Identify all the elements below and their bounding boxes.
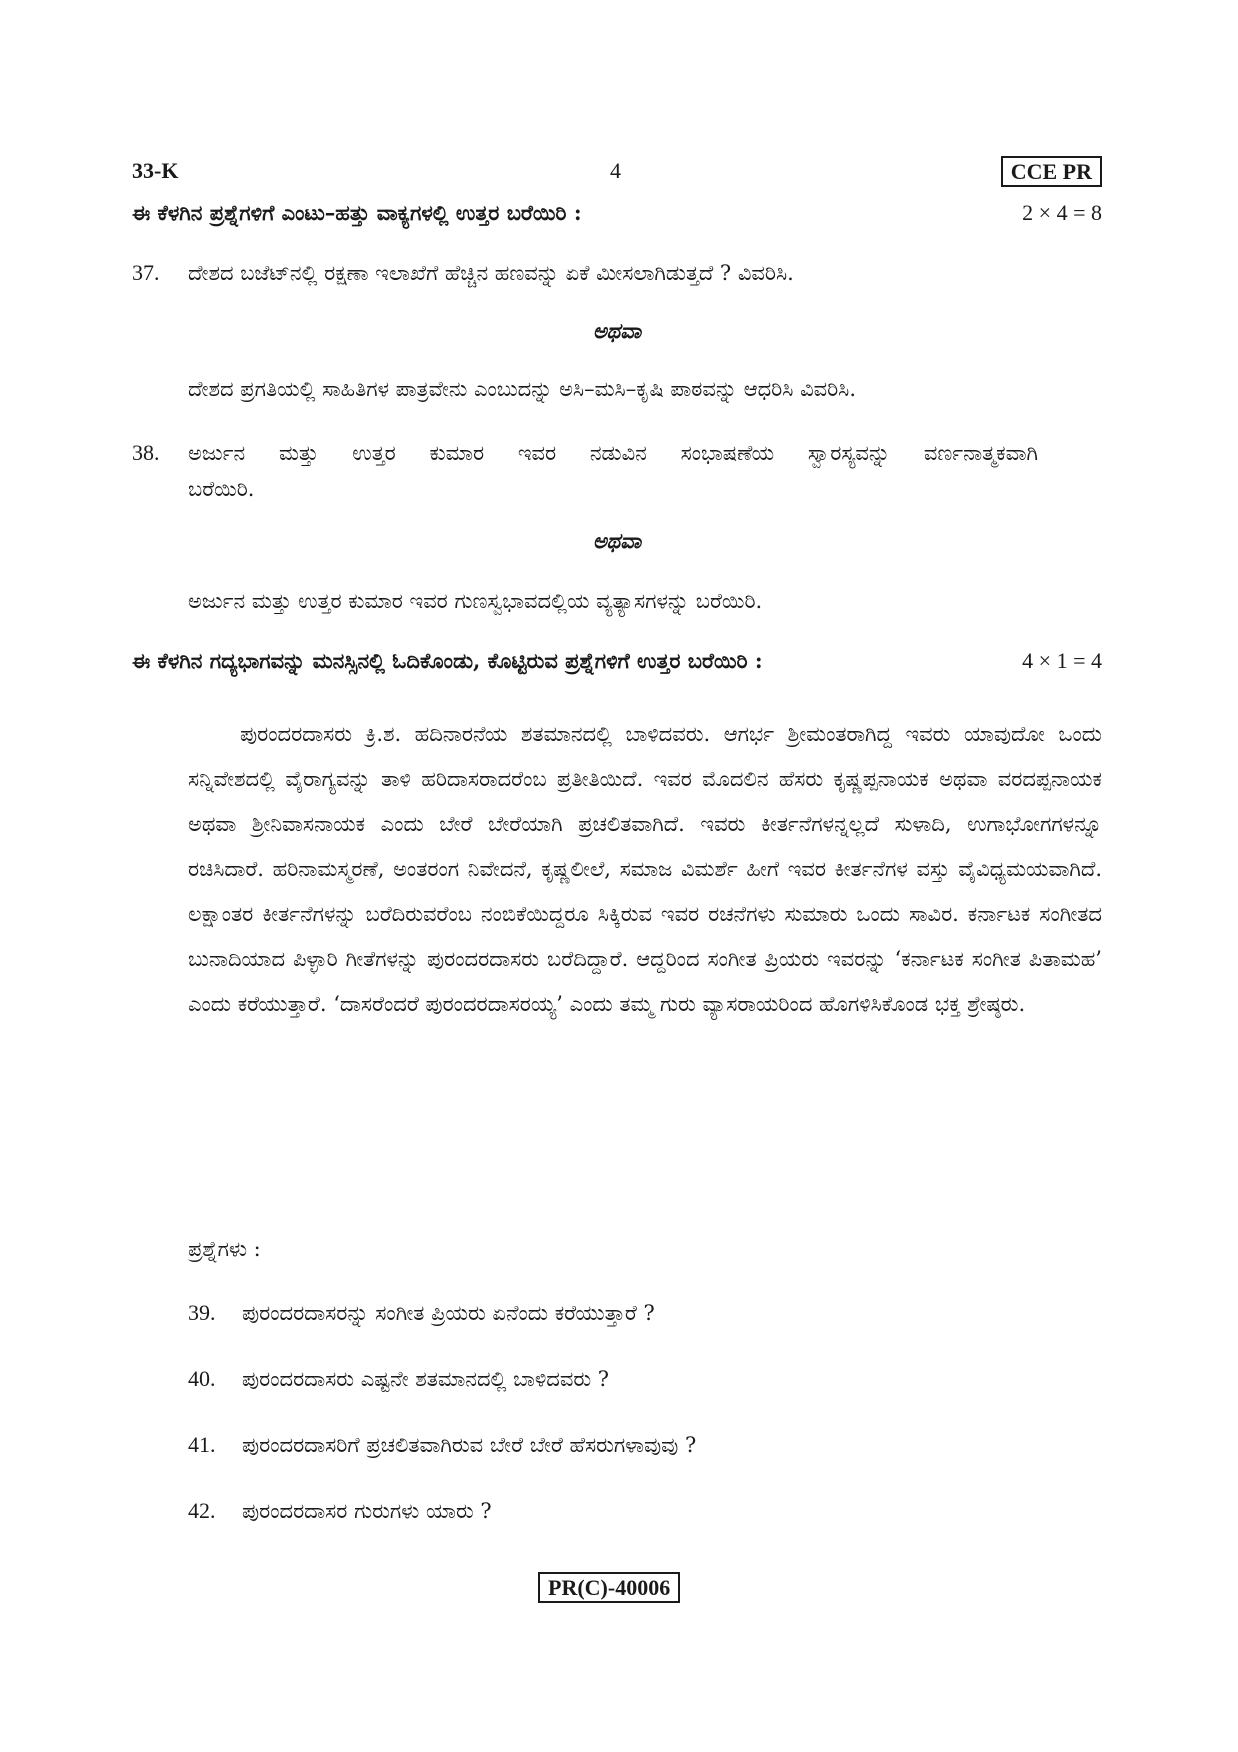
section2-instruction: ಈ ಕೆಳಗಿನ ಗದ್ಯಭಾಗವನ್ನು ಮನಸ್ಸಿನಲ್ಲಿ ಓದಿಕೊಂಡು, ಕೊಟ್ಟಿರುವ ಪ್ರಶ್ನೆಗಳಿಗೆ ಉತ್ತರ ಬರೆಯಿರಿ : — [132, 648, 763, 673]
question-text-line1: ಅರ್ಜುನ ಮತ್ತು ಉತ್ತರ ಕುಮಾರ ಇವರ ನಡುವಿನ ಸಂಭಾಷಣೆಯ ಸ್ವಾರಸ್ಯವನ್ನು ವರ್ಣನಾತ್ಮಕವಾಗಿ — [188, 441, 1038, 465]
question-41 — [188, 1430, 1088, 1460]
page-header — [132, 158, 1102, 192]
question-text: ಪುರಂದರದಾಸರ ಗುರುಗಳು ಯಾರು ? — [242, 1499, 492, 1523]
question-number: 38. — [132, 440, 160, 465]
question-text: ಪುರಂದರದಾಸರು ಎಷ್ಟನೇ ಶತಮಾನದಲ್ಲಿ ಬಾಳಿದವರು ? — [242, 1367, 610, 1391]
section1-marks: 2 × 4 = 8 — [1022, 200, 1102, 225]
question-37-alternative: ದೇಶದ ಪ್ರಗತಿಯಲ್ಲಿ ಸಾಹಿತಿಗಳ ಪಾತ್ರವೇನು ಎಂಬುದನ್ನು ಅಸಿ–ಮಸಿ–ಕೃಷಿ ಪಾಠವನ್ನು ಆಧರಿಸಿ ವಿವರಿಸಿ. — [188, 377, 857, 401]
question-number: 41. — [188, 1432, 216, 1457]
question-37 — [132, 258, 1102, 288]
or-divider: ಅಥವಾ — [592, 318, 642, 343]
question-text: ಪುರಂದರದಾಸರನ್ನು ಸಂಗೀತ ಪ್ರಿಯರು ಏನೆಂದು ಕರೆಯುತ್ತಾರೆ ? — [242, 1301, 655, 1325]
question-38-alternative: ಅರ್ಜುನ ಮತ್ತು ಉತ್ತರ ಕುಮಾರ ಇವರ ಗುಣಸ್ವಭಾವದಲ್ಲಿಯ ವ್ಯತ್ಯಾಸಗಳನ್ನು ಬರೆಯಿರಿ. — [188, 589, 763, 613]
question-39 — [188, 1298, 1088, 1328]
question-38 — [132, 438, 1102, 468]
section2-instruction-row — [132, 646, 1102, 676]
section1-instruction-row — [132, 198, 1102, 228]
questions-label: ಪ್ರಶ್ನೆಗಳು : — [188, 1237, 261, 1261]
question-42 — [188, 1496, 1088, 1526]
paper-code: 33-K — [132, 158, 179, 183]
or-divider: ಅಥವಾ — [592, 528, 642, 553]
question-38-line2: ಬರೆಯಿರಿ. — [188, 477, 255, 501]
passage: ಪುರಂದರದಾಸರು ಕ್ರಿ.ಶ. ಹದಿನಾರನೆಯ ಶತಮಾನದಲ್ಲಿ ಬಾಳಿದವರು. ಆಗರ್ಭ ಶ್ರೀಮಂತರಾಗಿದ್ದ ಇವರು ಯಾವುದೋ ಒಂದು ಸನ್ನಿವೇಶದಲ್ಲಿ ವೈರಾಗ್ಯವನ್ನು ತಾಳಿ ಹರಿದಾಸರಾದರೆಂಬ ಪ್ರತೀತಿಯಿದೆ. ಇವರ ಮೊದಲಿನ ಹೆಸರು ಕೃಷ್ಣಪ್ಪನಾಯಕ ಅಥವಾ ವರದಪ್ಪನಾಯಕ ಅಥವಾ ಶ್ರೀನಿವಾಸನಾಯಕ ಎಂದು ಬೇರೆ ಬೇರೆಯಾಗಿ ಪ್ರಚಲಿತವಾಗಿದೆ. ಇವರು ಕೀರ್ತನೆಗಳನ್ನಲ್ಲದೆ ಸುಳಾದಿ, ಉಗಾಭೋಗಗಳನ್ನೂ ರಚಿಸಿದಾರೆ. ಹರಿನಾಮಸ್ಮರಣೆ, ಅಂತರಂಗ ನಿವೇದನೆ, ಕೃಷ್ಣಲೀಲೆ, ಸಮಾಜ ವಿಮರ್ಶೆ ಹೀಗೆ ಇವರ ಕೀರ್ತನೆಗಳ ವಸ್ತು ವೈವಿಧ್ಯಮಯವಾಗಿದೆ. ಲಕ್ಷಾಂತರ ಕೀರ್ತನೆಗಳನ್ನು ಬರೆದಿರುವರೆಂಬ ನಂಬಿಕೆಯಿದ್ದರೂ ಸಿಕ್ಕಿರುವ ಇವರ ರಚನೆಗಳು ಸುಮಾರು ಒಂದು ಸಾವಿರ. ಕರ್ನಾಟಕ ಸಂಗೀತದ ಬುನಾದಿಯಾದ ಪಿಳ್ಳಾರಿ ಗೀತೆಗಳನ್ನು ಪುರಂದರದಾಸರು ಬರೆದಿದ್ದಾರೆ. ಆದ್ದರಿಂದ ಸಂಗೀತ ಪ್ರಿಯರು ಇವರನ್ನು ‘ಕರ್ನಾಟಕ ಸಂಗೀತ ಪಿತಾಮಹ’ ಎಂದು ಕರೆಯುತ್ತಾರೆ. ‘ದಾಸರೆಂದರೆ ಪುರಂದರದಾಸರಯ್ಯ’ ಎಂದು ತಮ್ಮ ಗುರು ವ್ಯಾಸರಾಯರಿಂದ ಹೊಗಳಿಸಿಕೊಂಡ ಭಕ್ತ ಶ್ರೇಷ್ಠರು. — [188, 722, 1102, 1016]
section1-instruction: ಈ ಕೆಳಗಿನ ಪ್ರಶ್ನೆಗಳಿಗೆ ಎಂಟು–ಹತ್ತು ವಾಕ್ಯಗಳಲ್ಲಿ ಉತ್ತರ ಬರೆಯಿರಿ : — [132, 200, 582, 225]
section2-marks: 4 × 1 = 4 — [1022, 648, 1102, 673]
question-number: 39. — [188, 1300, 216, 1325]
series-box: CCE PR — [1001, 156, 1102, 187]
footer-code: PR(C)-40006 — [538, 1572, 680, 1603]
question-number: 40. — [188, 1366, 216, 1391]
question-text: ಪುರಂದರದಾಸರಿಗೆ ಪ್ರಚಲಿತವಾಗಿರುವ ಬೇರೆ ಬೇರೆ ಹೆಸರುಗಳಾವುವು ? — [242, 1433, 697, 1457]
question-40 — [188, 1364, 1088, 1394]
page-number: 4 — [610, 158, 621, 183]
question-text: ದೇಶದ ಬಜೆಟ್‌ನಲ್ಲಿ ರಕ್ಷಣಾ ಇಲಾಖೆಗೆ ಹೆಚ್ಚಿನ ಹಣವನ್ನು ಏಕೆ ಮೀಸಲಾಗಿಡುತ್ತದೆ ? ವಿವರಿಸಿ. — [188, 261, 794, 285]
question-number: 42. — [188, 1498, 216, 1523]
question-number: 37. — [132, 260, 160, 285]
